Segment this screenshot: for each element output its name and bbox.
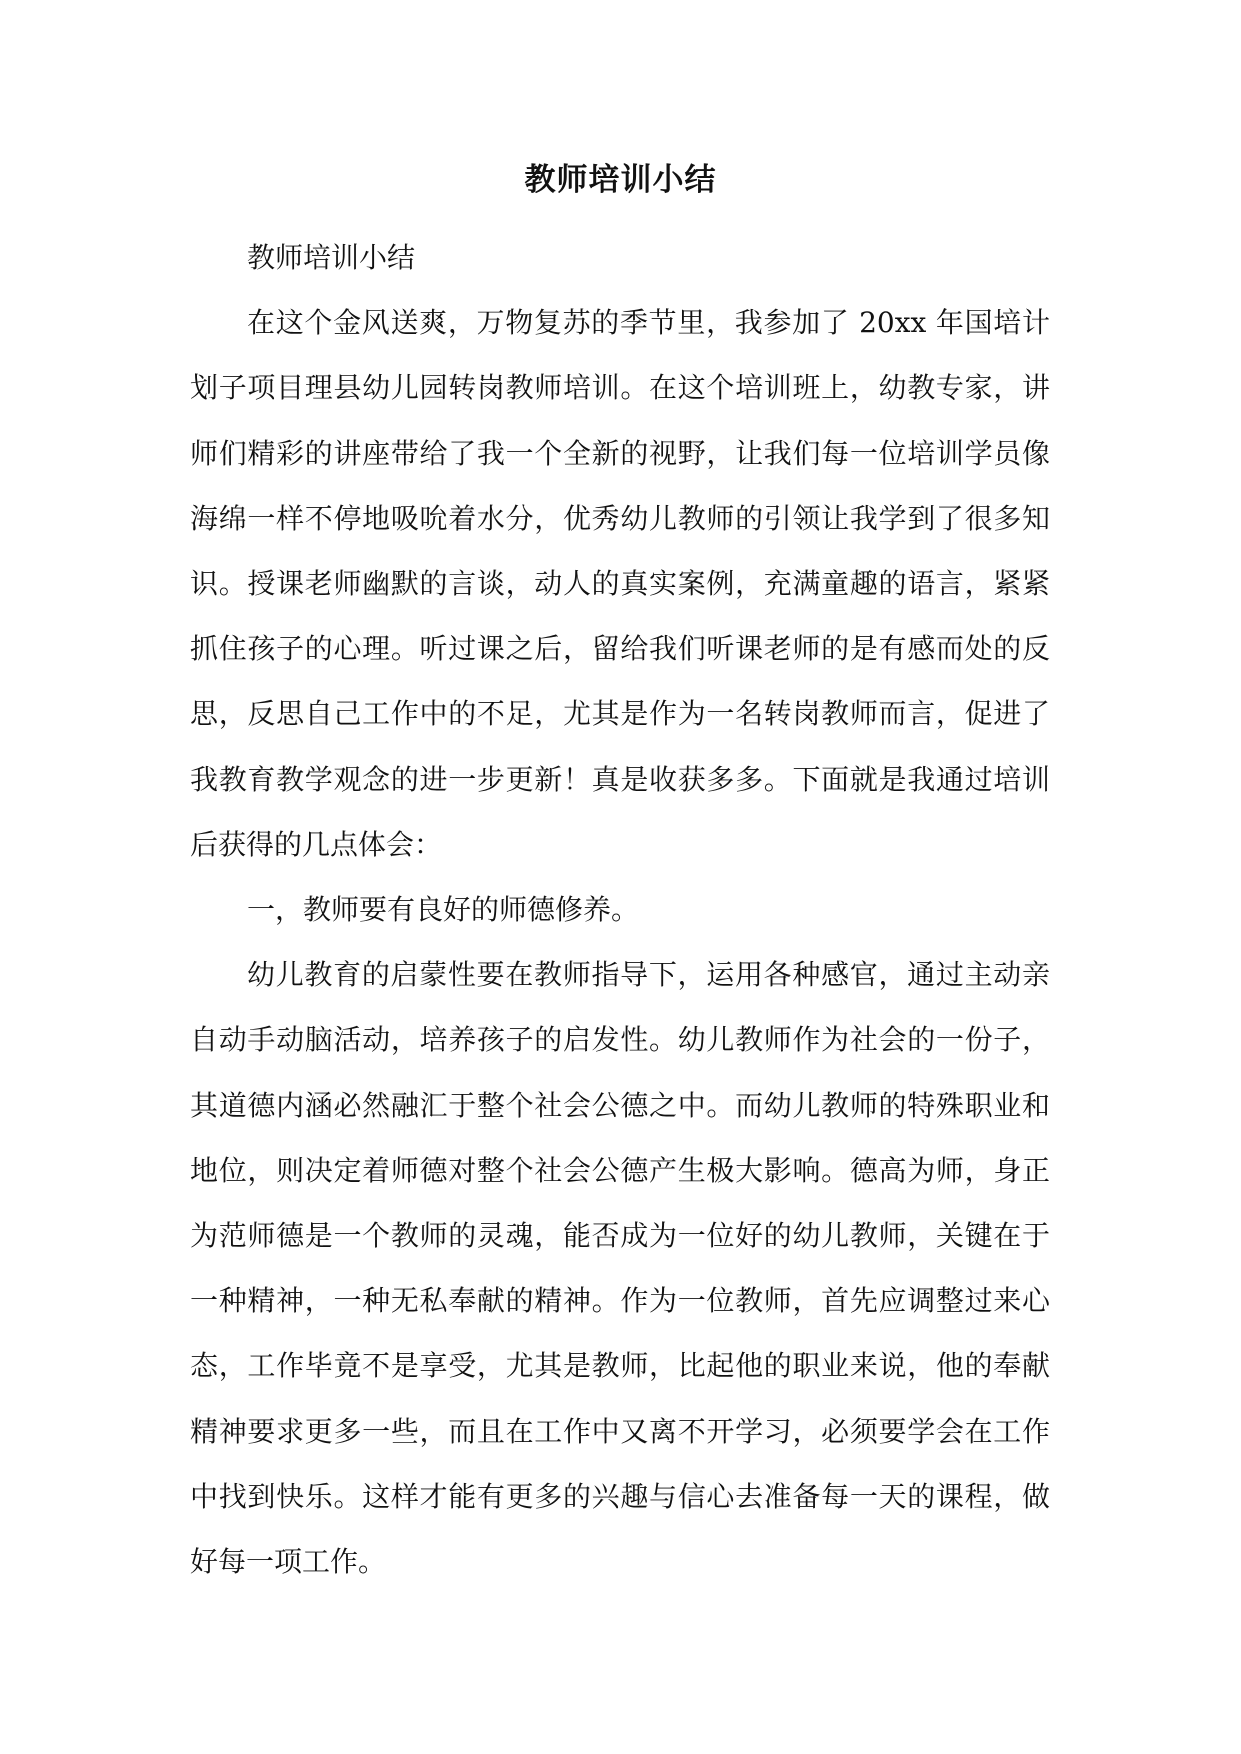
section-heading-1: 一，教师要有良好的师德修养。: [247, 893, 640, 927]
document-title: 教师培训小结: [524, 162, 717, 198]
paragraph-intro: 在这个金风送爽，万物复苏的季节里，我参加了 20xx 年国培计划子项目理县幼儿园转岗教师培训。在这个培训班上，幼教专家，讲师们精彩的讲座带给了我一个全新的视野，让我们每一位培训学员像海绵一样不停地吸吮着水分，优秀幼儿教师的引领让我学到了很多知识。授课老师幽默的言谈，动人的真实案例，充满童趣的语言，紧紧抓住孩子的心理。听过课之后，留给我们听课老师的是有感而处的反思，反思自己工作中的不足，尤其是作为一名转岗教师而言，促进了我教育教学观念的进一步更新！真是收获多多。下面就是我通过培训后获得的几点体会：: [190, 306, 1050, 861]
document-body: [190, 225, 1050, 1594]
paragraph-subtitle: 教师培训小结: [247, 241, 416, 274]
paragraph-section-1: 幼儿教育的启蒙性要在教师指导下，运用各种感官，通过主动亲自动手动脑活动，培养孩子的启发性。幼儿教师作为社会的一份子，其道德内涵必然融汇于整个社会公德之中。而幼儿教师的特殊职业和地位，则决定着师德对整个社会公德产生极大影响。德高为师，身正为范师德是一个教师的灵魂，能否成为一位好的幼儿教师，关键在于一种精神，一种无私奉献的精神。作为一位教师，首先应调整过来心态，工作毕竟不是享受，尤其是教师，比起他的职业来说，他的奉献精神要求更多一些，而且在工作中又离不开学习，必须要学会在工作中找到快乐。这样才能有更多的兴趣与信心去准备每一天的课程，做好每一项工作。: [190, 958, 1050, 1579]
